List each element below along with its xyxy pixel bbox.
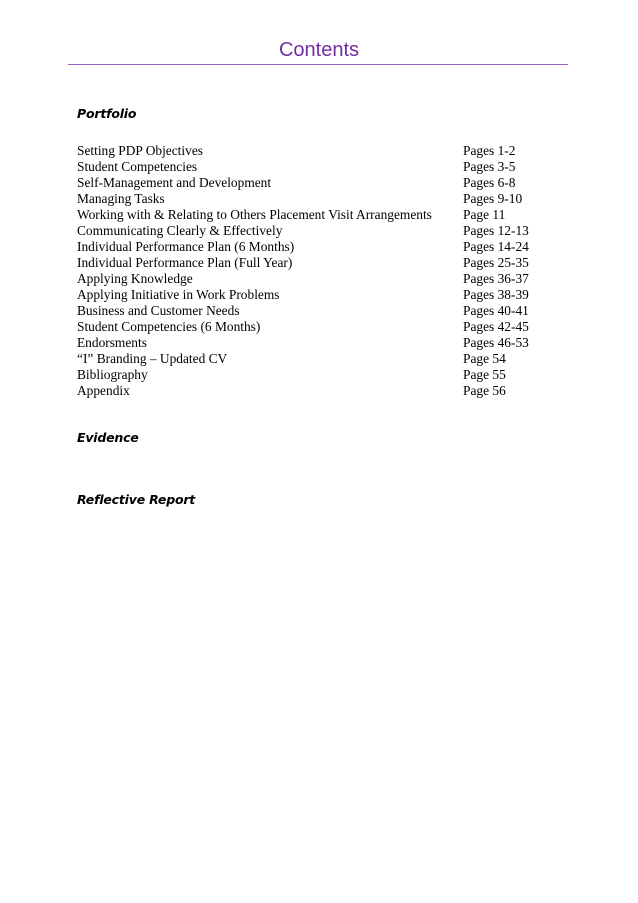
toc-entry-title: Communicating Clearly & Effectively [77, 223, 283, 238]
toc-row [77, 175, 557, 191]
toc-entry-pages: Pages 36-37 [463, 271, 529, 286]
toc-entry-pages: Pages 3-5 [463, 159, 516, 174]
toc-row [77, 351, 557, 367]
toc-entry-title: Self-Management and Development [77, 175, 272, 190]
toc-row [77, 207, 557, 223]
toc-entry-pages: Page 55 [463, 367, 506, 382]
toc-entry-title: Individual Performance Plan (6 Months) [77, 239, 295, 254]
toc-row [77, 271, 557, 287]
toc-entry-title: Bibliography [77, 367, 148, 382]
toc-entry-pages: Pages 9-10 [463, 191, 523, 206]
toc-row [77, 367, 557, 383]
toc-row [77, 287, 557, 303]
toc-entry-title: Endorsments [77, 335, 147, 350]
toc-entry-title: Student Competencies (6 Months) [77, 319, 261, 334]
toc-row [77, 143, 557, 159]
toc-entry-pages: Pages 12-13 [463, 223, 529, 238]
toc-entry-pages: Pages 1-2 [463, 143, 516, 158]
toc-row [77, 303, 557, 319]
toc-entry-pages: Pages 25-35 [463, 255, 529, 270]
toc-entry-title: Business and Customer Needs [77, 303, 240, 318]
page-title: Contents [278, 39, 360, 61]
toc-entry-title: Working with & Relating to Others Placement Visit Arrangements [77, 207, 432, 222]
toc-entry-pages: Pages 40-41 [463, 303, 529, 318]
section-heading-evidence: Evidence [77, 430, 139, 445]
toc-entry-title: Individual Performance Plan (Full Year) [77, 255, 293, 270]
toc-entry-title: Applying Knowledge [77, 271, 193, 286]
toc-entry-title: Student Competencies [77, 159, 198, 174]
section-heading-reflective-report: Reflective Report [77, 492, 196, 507]
toc-row [77, 191, 557, 207]
toc-entry-pages: Pages 6-8 [463, 175, 516, 190]
section-heading-portfolio: Portfolio [77, 106, 137, 121]
toc-row [77, 383, 557, 399]
toc-entry-pages: Pages 42-45 [463, 319, 529, 334]
title-underline [68, 64, 568, 65]
toc-entry-pages: Pages 38-39 [463, 287, 529, 302]
toc-entry-pages: Page 54 [463, 351, 506, 366]
toc-entry-pages: Page 11 [463, 207, 506, 222]
toc-row [77, 335, 557, 351]
toc-row [77, 223, 557, 239]
toc-row [77, 159, 557, 175]
table-of-contents [77, 143, 557, 399]
toc-row [77, 255, 557, 271]
toc-row [77, 239, 557, 255]
toc-entry-pages: Page 56 [463, 383, 506, 398]
toc-entry-title: Appendix [77, 383, 130, 398]
toc-entry-pages: Pages 46-53 [463, 335, 529, 350]
toc-row [77, 319, 557, 335]
toc-entry-pages: Pages 14-24 [463, 239, 529, 254]
toc-entry-title: Managing Tasks [77, 191, 165, 206]
toc-entry-title: Applying Initiative in Work Problems [77, 287, 280, 302]
toc-entry-title: Setting PDP Objectives [77, 143, 203, 158]
toc-entry-title: “I” Branding – Updated CV [77, 351, 228, 366]
